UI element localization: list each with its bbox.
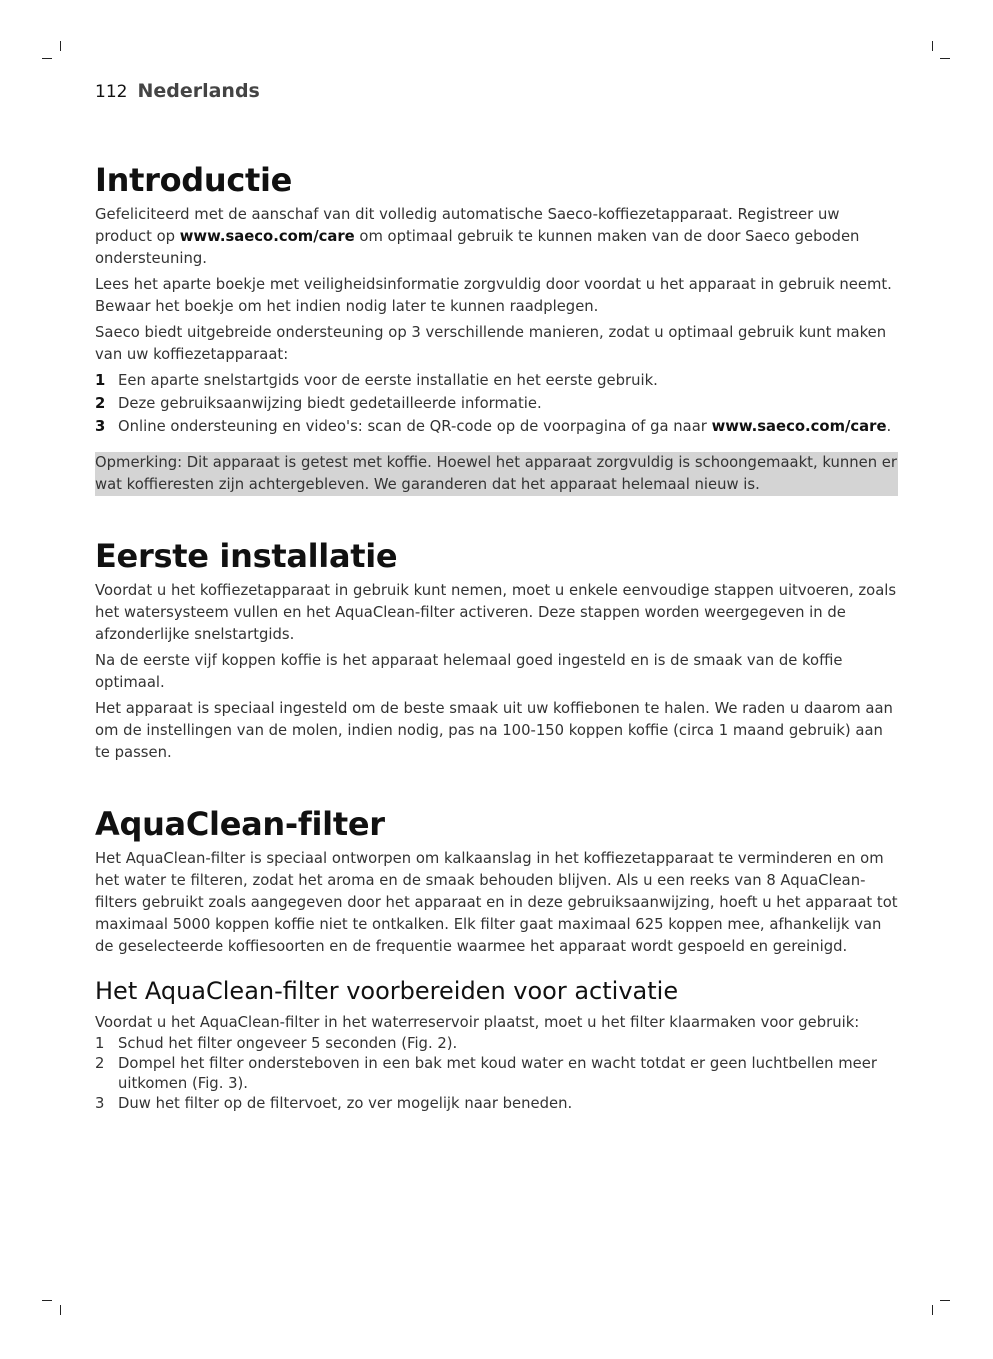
crop-mark: [940, 1300, 950, 1301]
crop-mark: [60, 1305, 61, 1315]
list-item: [95, 393, 898, 415]
list-number: 1: [95, 1035, 105, 1052]
list-item: [95, 1034, 898, 1054]
page-content: [95, 160, 898, 1114]
list-text: .: [886, 418, 892, 435]
crop-mark: [42, 1300, 52, 1301]
list-number: 3: [95, 1095, 105, 1112]
list-item: [95, 1054, 898, 1094]
list-text: Deze gebruiksaanwijzing biedt gedetailleerde informatie.: [118, 395, 542, 412]
support-list: [95, 370, 898, 438]
section-title: Introductie: [95, 161, 293, 199]
crop-mark: [42, 58, 52, 59]
list-text: Online ondersteuning en video's: scan de QR-code op de voorpagina of ga naar: [118, 418, 712, 435]
paragraph: Na de eerste vijf koppen koffie is het apparaat helemaal goed ingesteld en is de smaak van de koffie optimaal.: [95, 652, 843, 691]
list-item: [95, 1094, 898, 1114]
list-item: [95, 416, 898, 438]
section-introductie: [95, 160, 898, 496]
list-number: 1: [95, 372, 106, 389]
text: om optimaal gebruik te kunnen maken van de door Saeco geboden ondersteuning.: [95, 228, 860, 267]
crop-mark: [932, 1305, 933, 1315]
page-number: 112: [95, 82, 128, 102]
paragraph: [95, 204, 898, 270]
list-text: Dompel het filter ondersteboven in een bak met koud water en wacht totdat er geen luchtbellen meer uitkomen (Fig. 3).: [118, 1055, 877, 1092]
list-text: Een aparte snelstartgids voor de eerste installatie en het eerste gebruik.: [118, 372, 658, 389]
paragraph: Voordat u het koffiezetapparaat in gebruik kunt nemen, moet u enkele eenvoudige stappen uitvoeren, zoals het watersysteem vullen en het AquaClean-filter activeren. Deze stappen worden weergegeven in de afzonderlijke snelstartgids.: [95, 582, 897, 643]
paragraph: Het apparaat is speciaal ingesteld om de beste smaak uit uw koffiebonen te halen. We raden u daarom aan om de instellingen van de molen, indien nodig, pas na 100-150 koppen koffie (circa 1 maand gebruik) aan te passen.: [95, 700, 893, 761]
paragraph: Het AquaClean-filter is speciaal ontworpen om kalkaanslag in het koffiezetapparaat te verminderen en om het water te filteren, zodat het aroma en de smaak behouden blijven. Als u een reeks van 8 AquaClean-filters gebruikt zoals aangegeven door het apparaat en in deze gebruiksaanwijzing, hoeft u het apparaat tot maximaal 5000 koppen koffie niet te ontkalken. Elk filter gaat maximaal 625 koppen mee, afhankelijk van de geselecteerde koffiesoorten en de frequentie waarmee het apparaat wordt gespoeld en gereinigd.: [95, 850, 898, 955]
website-link[interactable]: www.saeco.com/care: [711, 418, 887, 435]
list-item: [95, 370, 898, 392]
website-link[interactable]: www.saeco.com/care: [179, 228, 355, 245]
crop-mark: [932, 41, 933, 51]
paragraph: Saeco biedt uitgebreide ondersteuning op 3 verschillende manieren, zodat u optimaal gebruik kunt maken van uw koffiezetapparaat:: [95, 324, 887, 363]
paragraph: Lees het aparte boekje met veiligheidsinformatie zorgvuldig door voordat u het apparaat in gebruik neemt. Bewaar het boekje om het indien nodig later te kunnen raadplegen.: [95, 276, 892, 315]
list-number: 3: [95, 418, 106, 435]
page-header: [95, 78, 260, 104]
steps-list: [95, 1034, 898, 1114]
section-title: Eerste installatie: [95, 537, 398, 575]
language-label: Nederlands: [137, 80, 260, 102]
section-eerste-installatie: [95, 536, 898, 764]
text: Gefeliciteerd met de aanschaf van dit volledig automatische Saeco-koffiezetapparaat. Registreer uw product op: [95, 206, 840, 245]
list-text: Duw het filter op de filtervoet, zo ver mogelijk naar beneden.: [118, 1095, 573, 1112]
paragraph: Voordat u het AquaClean-filter in het waterreservoir plaatst, moet u het filter klaarmaken voor gebruik:: [95, 1014, 860, 1031]
section-title: AquaClean-filter: [95, 805, 385, 843]
list-number: 2: [95, 395, 106, 412]
section-aquaclean-filter: [95, 804, 898, 1114]
subsection-title: Het AquaClean-filter voorbereiden voor activatie: [95, 977, 679, 1005]
crop-mark: [60, 41, 61, 51]
crop-mark: [940, 58, 950, 59]
note-box: Opmerking: Dit apparaat is getest met koffie. Hoewel het apparaat zorgvuldig is schoongemaakt, kunnen er wat koffieresten zijn achtergebleven. We garanderen dat het apparaat helemaal nieuw is.: [95, 452, 898, 496]
list-number: 2: [95, 1055, 105, 1072]
list-text: Schud het filter ongeveer 5 seconden (Fig. 2).: [118, 1035, 458, 1052]
subsection-prepare-filter: [95, 976, 898, 1114]
